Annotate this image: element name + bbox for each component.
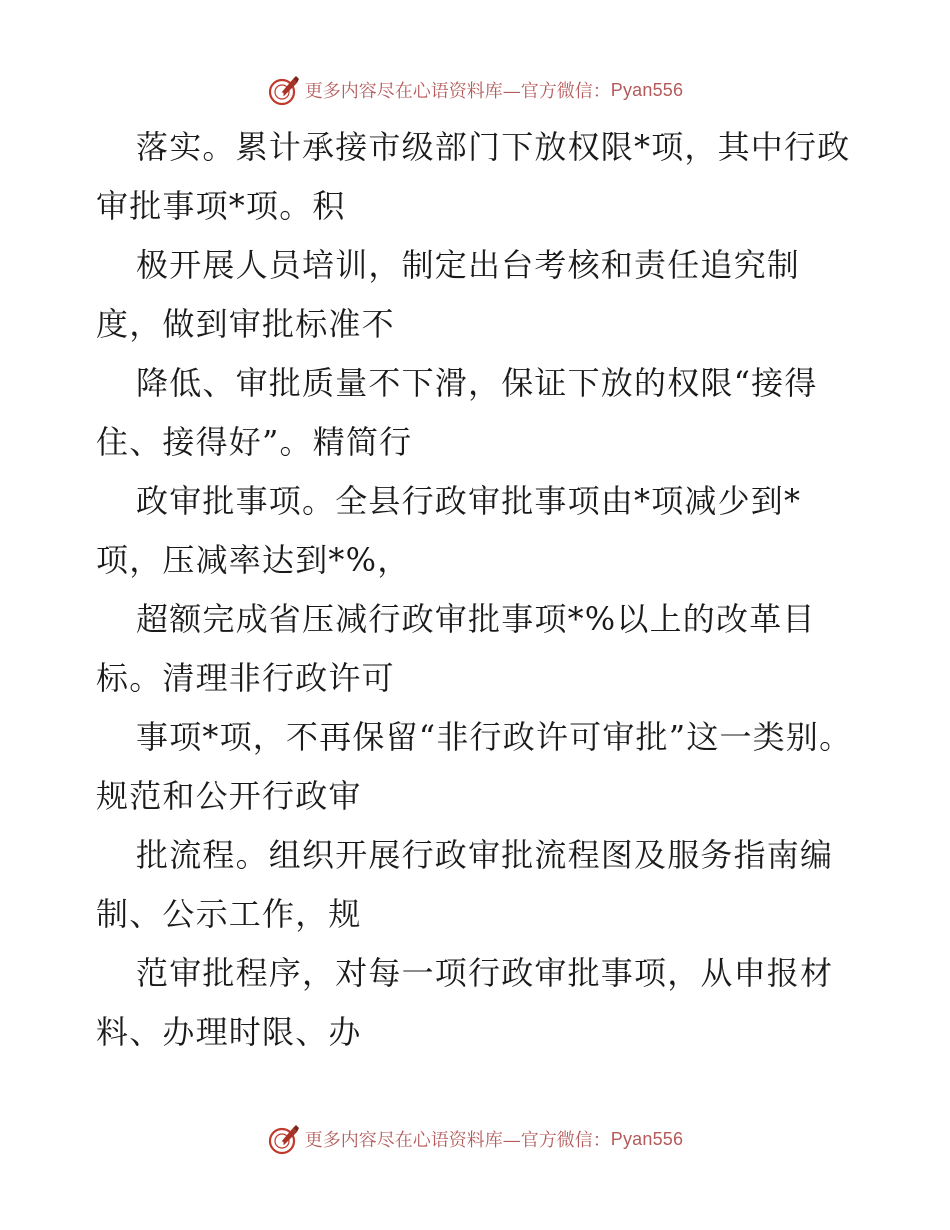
header-wechat-id: Pyan556 [610, 79, 684, 100]
paragraph: 极开展人员培训，制定出台考核和责任追究制度，做到审批标准不 [96, 246, 801, 343]
footer-wechat-id: Pyan556 [610, 1128, 684, 1149]
header-banner [0, 72, 950, 108]
paragraph: 落实。累计承接市级部门下放权限*项，其中行政审批事项*项。积 [96, 128, 851, 225]
paragraph: 事项*项，不再保留“非行政许可审批”这一类别。规范和公开行政审 [96, 718, 853, 815]
header-banner-text: 更多内容尽在心语资料库—官方微信： [304, 81, 611, 102]
document-body [96, 118, 856, 1062]
paragraph: 降低、审批质量不下滑，保证下放的权限“接得住、接得好”。精简行 [96, 364, 818, 461]
paragraph: 政审批事项。全县行政审批事项由*项减少到*项，压减率达到*%， [96, 482, 802, 579]
pen-nib-logo-icon [267, 73, 301, 107]
paragraph: 范审批程序，对每一项行政审批事项，从申报材料、办理时限、办 [96, 954, 834, 1051]
paragraph: 超额完成省压减行政审批事项*%以上的改革目标。清理非行政许可 [96, 600, 816, 697]
pen-nib-logo-icon [267, 1122, 301, 1156]
paragraph: 批流程。组织开展行政审批流程图及服务指南编制、公示工作，规 [96, 836, 834, 933]
footer-banner-text: 更多内容尽在心语资料库—官方微信： [304, 1130, 611, 1151]
footer-banner [0, 1121, 950, 1157]
